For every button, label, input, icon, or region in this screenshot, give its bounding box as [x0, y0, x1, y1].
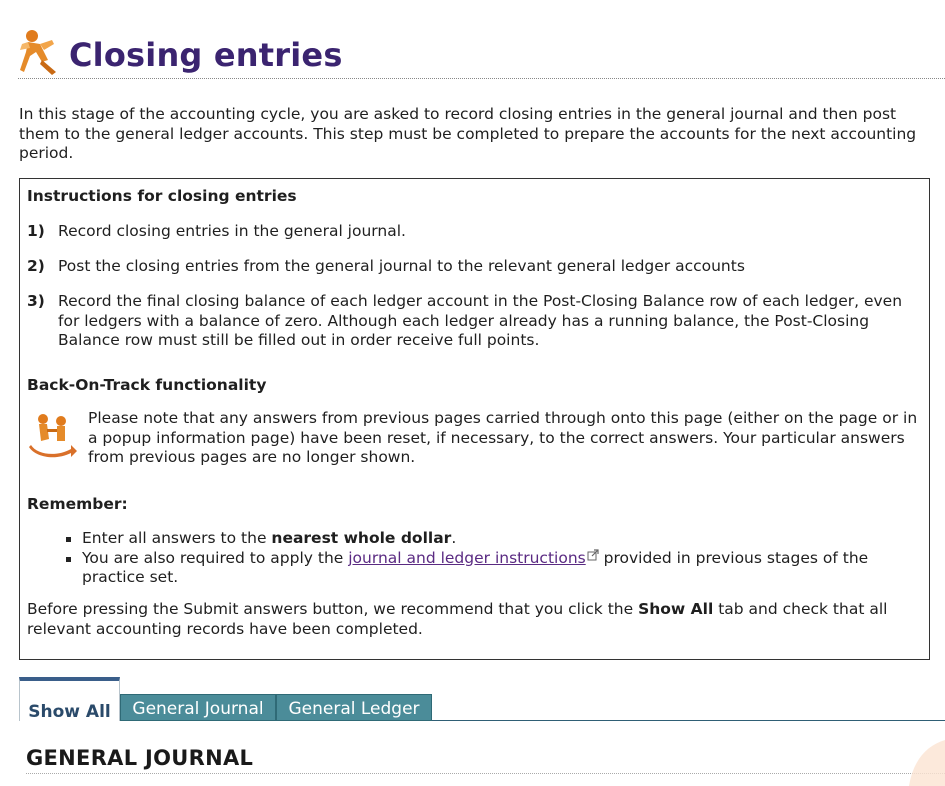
step-number: 1) — [27, 222, 45, 240]
journal-ledger-instructions-link[interactable]: journal and ledger instructions — [348, 548, 586, 567]
step-number: 2) — [27, 257, 45, 275]
instruction-step — [27, 222, 922, 242]
step-number: 3) — [27, 292, 45, 310]
intro-paragraph: In this stage of the accounting cycle, you are asked to record closing entries in the general journal and then post them to the general ledger accounts. This step must be completed to prepare the accounts for the next accounting period. — [19, 105, 917, 162]
instructions-box — [19, 178, 930, 660]
final-note — [27, 600, 922, 639]
back-on-track-heading: Back-On-Track functionality — [27, 376, 267, 394]
list-item — [75, 549, 915, 588]
page-title: Closing entries — [69, 36, 343, 74]
final-note-text: tab and check that all relevant accounting records have been completed. — [27, 600, 888, 638]
decorative-corner-icon — [895, 740, 945, 786]
back-on-track-text: Please note that any answers from previous pages carried through onto this page (either on the page or in a popup information page) have been reset, if necessary, to the correct answers. Your particular answers from previous pages are no longer shown. — [88, 409, 918, 466]
step-text: Record closing entries in the general journal. — [58, 222, 406, 240]
remember-text: provided in previous stages of the practice set. — [82, 548, 869, 586]
tab-bar — [19, 676, 945, 721]
instruction-step — [27, 257, 922, 277]
tab-show-all[interactable]: Show All — [19, 677, 120, 721]
remember-text: . — [451, 529, 457, 547]
runner-logo-icon — [18, 26, 62, 76]
instruction-step — [27, 292, 922, 351]
final-note-emphasis: Show All — [638, 600, 714, 618]
tab-general-journal[interactable]: General Journal — [120, 694, 276, 721]
step-text: Record the final closing balance of each ledger account in the Post-Closing Balance row of each ledger, even for ledgers with a balance of zero. Although each ledger already has a running balance, the Post-Closing Balance row must still be filled out in order receive full points. — [58, 292, 903, 349]
section-title: GENERAL JOURNAL — [26, 746, 945, 774]
external-link-icon[interactable] — [587, 549, 599, 561]
tab-general-ledger[interactable]: General Ledger — [276, 694, 432, 721]
back-on-track-notice — [27, 409, 922, 468]
step-text: Post the closing entries from the general journal to the relevant general ledger accounts — [58, 257, 745, 275]
people-arrow-icon — [27, 411, 79, 459]
final-note-text: Before pressing the Submit answers button, we recommend that you click the — [27, 600, 639, 618]
remember-list — [75, 529, 915, 588]
remember-text: You are also required to apply the — [82, 548, 349, 567]
list-item — [75, 529, 915, 549]
instructions-heading: Instructions for closing entries — [27, 187, 297, 205]
remember-text: Enter all answers to the — [82, 529, 272, 547]
remember-heading: Remember: — [27, 495, 128, 513]
remember-emphasis: nearest whole dollar — [271, 529, 452, 547]
page-header — [18, 22, 945, 79]
